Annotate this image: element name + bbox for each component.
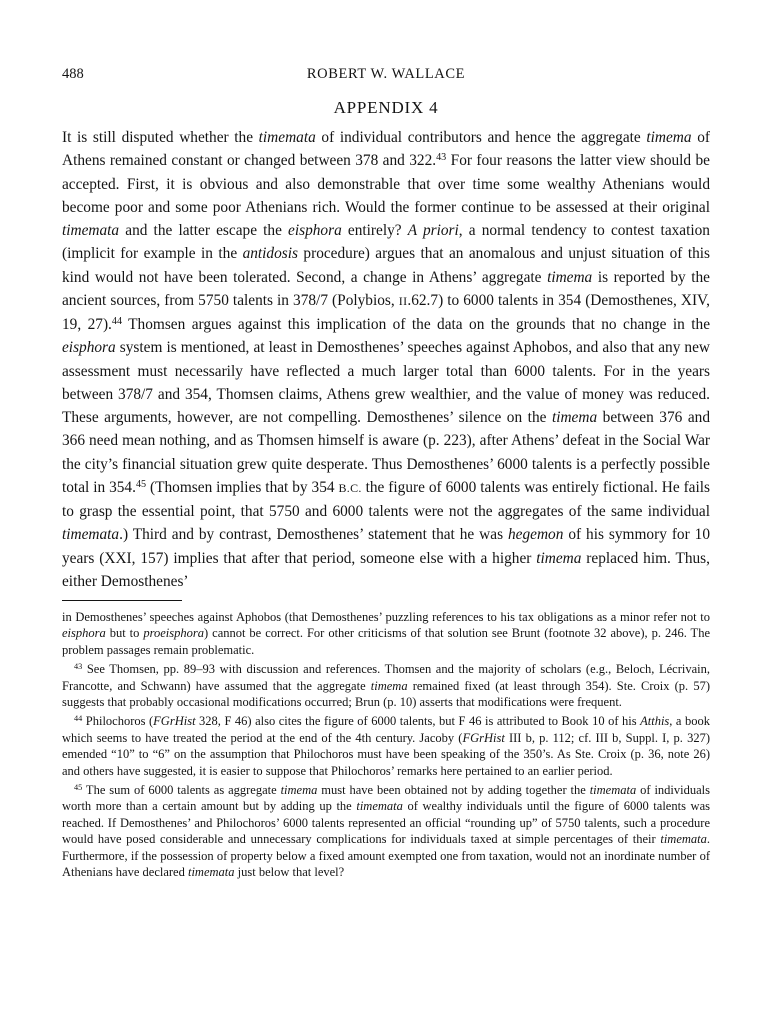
- text-span: of his symmory for 10 years (XXI, 157) implies that after that period, someone else with a higher: [62, 526, 710, 567]
- italic-term: Atthis: [640, 714, 670, 729]
- footnote-ref-43: 43: [436, 152, 447, 164]
- text-span: of Athens remained constant or changed between 378 and 322.: [62, 129, 710, 170]
- text-span: . Furthermore, if the possession of property below a fixed amount exempted one from taxation, would not an inordinate number of Athenians have declared: [62, 832, 710, 880]
- text-span: of individual contributors and hence the aggregate: [315, 129, 647, 146]
- running-head-author: ROBERT W. WALLACE: [306, 66, 466, 82]
- page-number: 488: [62, 66, 84, 82]
- italic-term: timemata: [258, 129, 316, 146]
- footnote-number: 44: [74, 714, 83, 724]
- text-span: 328, F 46) also cites the figure of 6000 talents, but F 46 is attributed to Book 10 of his: [195, 714, 641, 729]
- italic-term: timemata: [356, 799, 403, 814]
- text-span: procedure) argues that an anomalous and unjust situation of this kind would not have been tolerated. Second, a change in Athens’ aggregate: [62, 245, 710, 286]
- italic-term: eisphora: [288, 222, 342, 239]
- footnotes: [62, 609, 710, 881]
- italic-term: antidosis: [242, 245, 298, 263]
- text-span: entirely?: [341, 222, 408, 239]
- text-span: just below that level?: [234, 865, 345, 880]
- italic-term: hegemon: [508, 526, 564, 544]
- text-span: .) Third and by contrast, Demosthenes’ statement that he was: [119, 526, 508, 544]
- text-span: of individuals worth more than a certain amount but by adding up the: [62, 783, 711, 814]
- body-text: [62, 126, 710, 593]
- footnote-number: 45: [74, 782, 83, 792]
- italic-term: timemata: [589, 783, 637, 798]
- footnote-45: [62, 782, 710, 880]
- italic-term: timema: [370, 678, 408, 693]
- italic-term: timema: [536, 549, 582, 567]
- italic-term: timema: [646, 129, 692, 146]
- text-span: (Thomsen implies that by 354: [146, 478, 339, 496]
- italic-term: timema: [547, 268, 593, 286]
- italic-term: timemata: [62, 222, 120, 239]
- small-caps-era: B.C.: [338, 480, 362, 495]
- footnote-number: 43: [74, 662, 83, 672]
- italic-term: eisphora: [62, 339, 116, 357]
- text-span: Thomsen argues against this implication of the data on the grounds that no change in the: [122, 316, 711, 333]
- italic-term: timemata: [187, 865, 235, 880]
- text-span: the figure of 6000 talents was entirely fictional. He fails to grasp the essential point, that 5750 and 6000 talents were not the aggregates of the same individual: [62, 478, 710, 520]
- footnote-ref-45: 45: [135, 478, 147, 490]
- text-span: III b, p. 112; cf. III b, Suppl. I, p. 327) emended “10” to “6” on the assumption that Philochoros must have been speaking of the 350’s. As Ste. Croix (p. 36, note 26) and others have suggested, it is easier to suppose that Philochoros’ remarks here pertained to an earlier period.: [62, 730, 710, 778]
- running-head: [62, 66, 710, 86]
- text-span: remained fixed (at least through 354). Ste. Croix (p. 57) suggests that probably occasional modifications occurred; Brun (p. 10) asserts that modifications were frequent.: [62, 678, 710, 710]
- text-span: system is mentioned, at least in Demosthenes’ speeches against Aphobos, and also that any new assessment must necessarily have reflected a much larger total than 6000 talents. For in the years between 378/7 and 354, Thomsen claims, Athens grew wealthier, and the value of money was reduced. These arguments, however, are not compelling. Demosthenes’ silence on the: [62, 339, 710, 426]
- italic-term: FGrHist: [462, 730, 505, 745]
- text-span: Philochoros (: [82, 714, 154, 729]
- small-caps-numeral: II: [398, 293, 408, 308]
- footnote-43: [62, 661, 710, 710]
- italic-term: FGrHist: [153, 714, 196, 729]
- text-span: is reported by the ancient sources, from 5750 talents in 378/7 (Polybios,: [62, 268, 710, 309]
- footnote-rule: [62, 600, 182, 601]
- text-span: , a normal tendency to contest taxation (implicit for example in the: [62, 222, 710, 263]
- text-span: , a book which seems to have treated the period at the end of the 4th century. Jacoby (: [62, 714, 710, 745]
- italic-term: proeisphora: [143, 626, 205, 641]
- text-span: replaced him. Thus, either Demosthenes’: [62, 549, 710, 590]
- text-span: The sum of 6000 talents as aggregate: [82, 783, 281, 798]
- text-span: of wealthy individuals until the figure of 6000 talents was reached. If Demosthenes’ and Philochoros’ 6000 talents represented an official “rounding up” of 5750 talents, such a procedure would have posed considerable and unnecessary complications for individuals taxed at simple percentages of their: [62, 799, 710, 847]
- text-span: but to: [105, 626, 144, 641]
- body-paragraph: [62, 126, 710, 593]
- italic-term: A priori: [407, 222, 459, 239]
- text-span: .62.7) to 6000 talents in 354 (Demosthenes, XIV, 19, 27).: [62, 291, 710, 333]
- text-span: must have been obtained not by adding together the: [317, 783, 590, 798]
- italic-term: eisphora: [62, 626, 106, 641]
- text-span: ) cannot be correct. For other criticisms of that solution see Brunt (footnote 32 above), p. 246. The problem passages remain problematic.: [62, 626, 710, 657]
- text-span: and the latter escape the: [119, 222, 289, 239]
- footnote-continuation: [62, 609, 710, 658]
- footnote-ref-44: 44: [111, 315, 123, 327]
- italic-term: timemata: [660, 832, 707, 847]
- text-span: between 376 and 366 need mean nothing, and as Thomsen himself is aware (p. 223), after Athens’ defeat in the Social War the city’s financial situation grew quite desperate. Thus Demosthenes’ 6000 talents is a perfectly possible total in 354.: [62, 409, 710, 496]
- footnote-44: [62, 713, 710, 779]
- text-span: For four reasons the latter view should be accepted. First, it is obvious and also demonstrable that over time some wealthy Athenians would become poor and some poor Athenians rich. Would the former continue to be assessed at their original: [62, 152, 710, 216]
- text-span: See Thomsen, pp. 89–93 with discussion and references. Thomsen and the majority of scholars (e.g., Beloch, Lécrivain, Francotte, and Schwann) have assumed that the aggregate: [62, 662, 710, 693]
- text-span: It is still disputed whether the: [62, 129, 259, 146]
- text-span: in Demosthenes’ speeches against Aphobos (that Demosthenes’ puzzling references to his tax obligations as a minor refer not to: [62, 610, 710, 624]
- italic-term: timemata: [62, 526, 120, 544]
- italic-term: timema: [551, 409, 598, 426]
- italic-term: timema: [280, 783, 318, 798]
- appendix-title: APPENDIX 4: [333, 98, 439, 117]
